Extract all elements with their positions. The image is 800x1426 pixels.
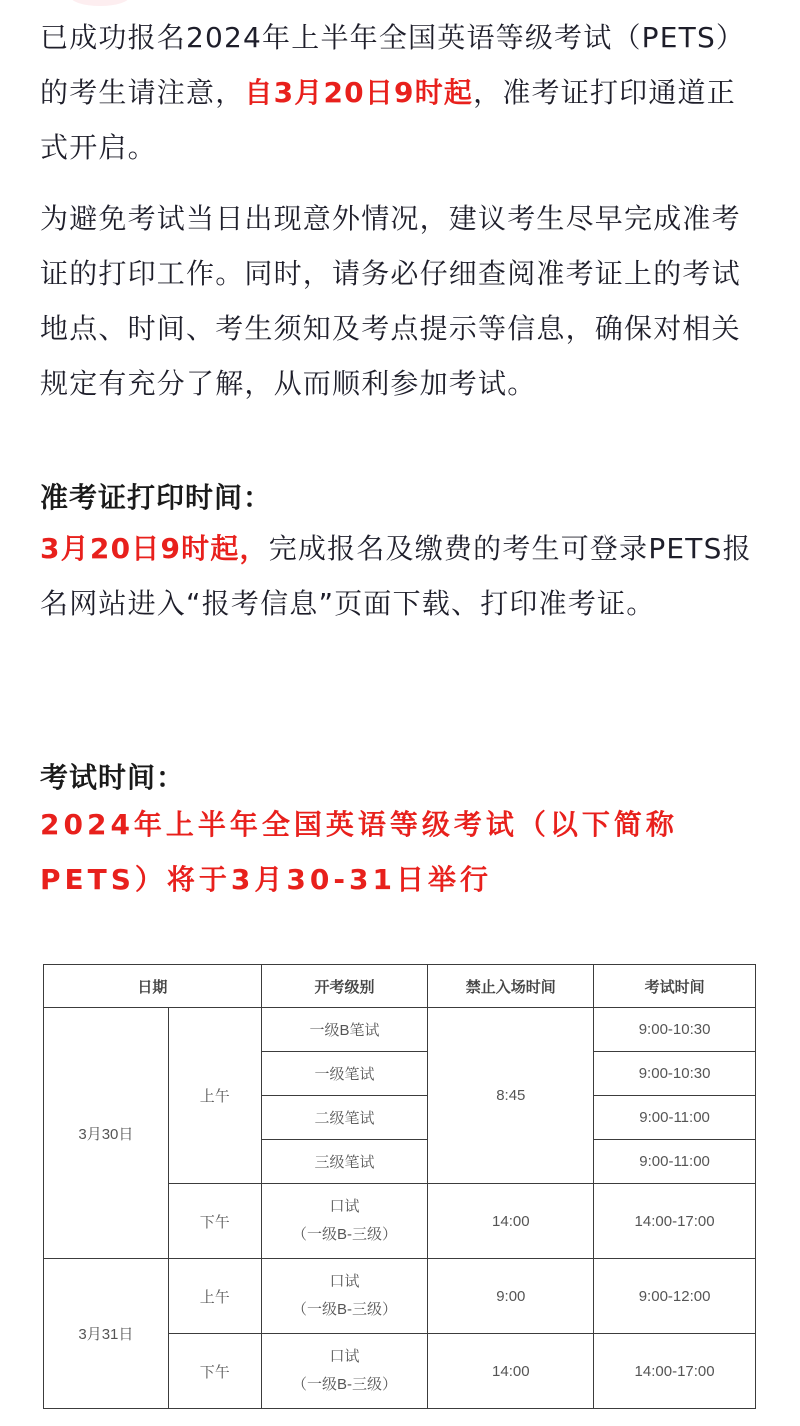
exam-time-announcement: 2024年上半年全国英语等级考试（以下简称PETS）将于3月30-31日举行 bbox=[40, 808, 678, 896]
intro-paragraph bbox=[40, 10, 760, 175]
exam-time-heading: 考试时间： bbox=[40, 761, 186, 794]
table-header-row bbox=[44, 965, 756, 1008]
date-cell: 3月30日 bbox=[44, 1008, 169, 1259]
level-cell: 三级笔试 bbox=[261, 1140, 428, 1184]
exam-time-cell: 9:00-11:00 bbox=[594, 1096, 756, 1140]
header-exam-time: 考试时间 bbox=[594, 965, 756, 1008]
level-main: 口试 bbox=[329, 1348, 360, 1365]
level-sub: （一级B-三级） bbox=[292, 1301, 398, 1318]
header-entry-cutoff: 禁止入场时间 bbox=[428, 965, 594, 1008]
level-sub: （一级B-三级） bbox=[292, 1226, 398, 1243]
level-main: 口试 bbox=[329, 1198, 360, 1215]
exam-time-cell: 14:00-17:00 bbox=[594, 1184, 756, 1259]
exam-time-cell: 14:00-17:00 bbox=[594, 1334, 756, 1409]
level-cell: 一级B笔试 bbox=[261, 1008, 428, 1052]
entry-cutoff-cell: 14:00 bbox=[428, 1184, 594, 1259]
header-level: 开考级别 bbox=[261, 965, 428, 1008]
top-decoration bbox=[70, 0, 130, 6]
intro-text-1: 已成功报名2024年上半年全国英语等级考试（PETS）的考生请注意， bbox=[40, 21, 746, 109]
intro-highlight: 自3月20日9时起 bbox=[244, 76, 474, 109]
intro-text-2: ，准考证打印通道正式开启。 bbox=[40, 76, 736, 164]
exam-time-cell: 9:00-10:30 bbox=[594, 1052, 756, 1096]
period-cell: 上午 bbox=[168, 1008, 261, 1184]
exam-time-cell: 9:00-11:00 bbox=[594, 1140, 756, 1184]
entry-cutoff-cell: 9:00 bbox=[428, 1259, 594, 1334]
period-cell: 上午 bbox=[168, 1259, 261, 1334]
level-cell bbox=[261, 1334, 428, 1409]
print-time-highlight: 3月20日9时起， bbox=[40, 532, 269, 565]
period-cell: 下午 bbox=[168, 1334, 261, 1409]
exam-time-cell: 9:00-12:00 bbox=[594, 1259, 756, 1334]
date-cell: 3月31日 bbox=[44, 1259, 169, 1409]
exam-time-cell: 9:00-10:30 bbox=[594, 1008, 756, 1052]
period-cell: 下午 bbox=[168, 1184, 261, 1259]
level-main: 口试 bbox=[329, 1273, 360, 1290]
level-cell bbox=[261, 1184, 428, 1259]
table-row bbox=[44, 1259, 756, 1334]
header-date: 日期 bbox=[44, 965, 262, 1008]
level-cell bbox=[261, 1259, 428, 1334]
level-cell: 一级笔试 bbox=[261, 1052, 428, 1096]
entry-cutoff-cell: 14:00 bbox=[428, 1334, 594, 1409]
print-time-paragraph bbox=[40, 521, 760, 631]
table-row bbox=[44, 1008, 756, 1052]
level-cell: 二级笔试 bbox=[261, 1096, 428, 1140]
level-sub: （一级B-三级） bbox=[292, 1376, 398, 1393]
entry-cutoff-cell: 8:45 bbox=[428, 1008, 594, 1184]
print-time-heading: 准考证打印时间： bbox=[40, 481, 273, 514]
print-time-body: 完成报名及缴费的考生可登录PETS报名网站进入“报考信息”页面下载、打印准考证。 bbox=[40, 532, 752, 620]
advice-paragraph: 为避免考试当日出现意外情况，建议考生尽早完成准考证的打印工作。同时，请务必仔细查阅准考证上的考试地点、时间、考生须知及考点提示等信息，确保对相关规定有充分了解，从而顺利参加考试。 bbox=[40, 202, 741, 400]
exam-schedule-table bbox=[43, 964, 756, 1409]
